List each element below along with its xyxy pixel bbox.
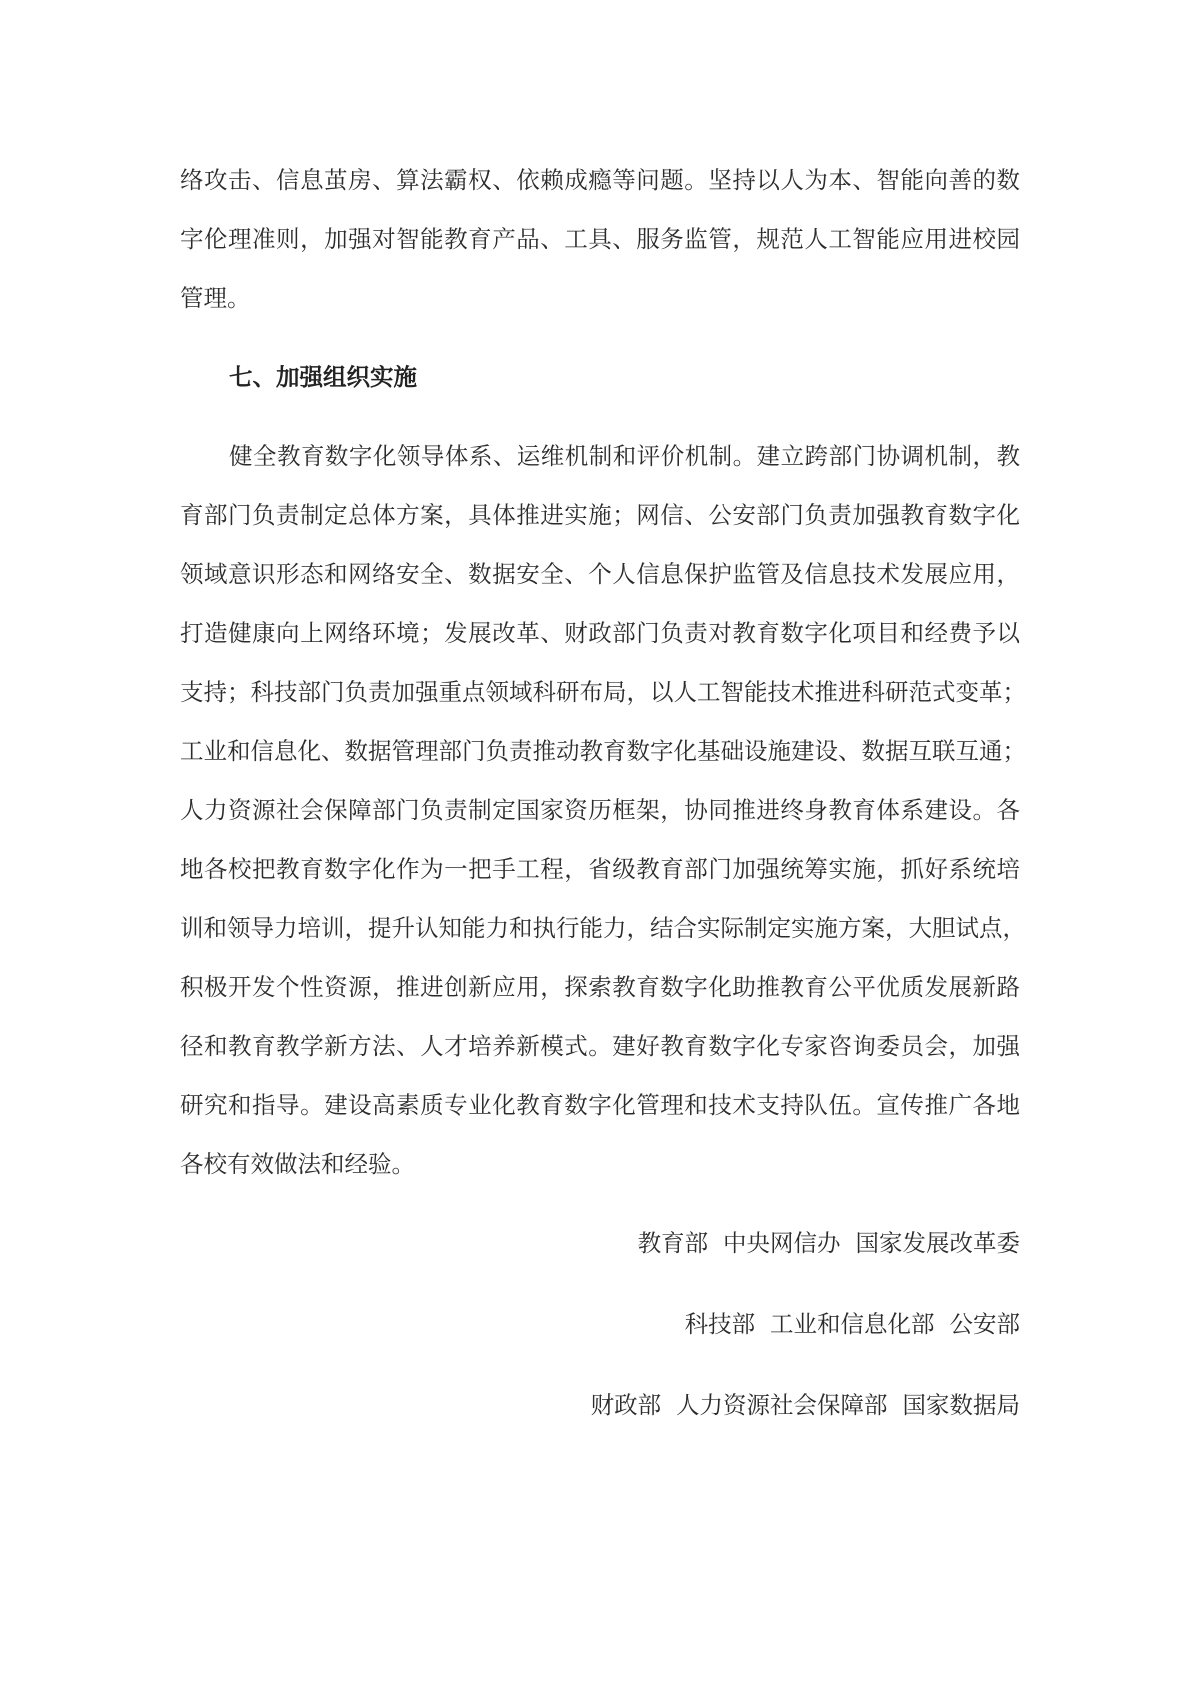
body-text-line: 字伦理准则，加强对智能教育产品、工具、服务监管，规范人工智能应用进校园 <box>180 225 1020 253</box>
signature-line: 教育部 中央网信办 国家发展改革委 <box>637 1229 1020 1257</box>
signature-line: 财政部 人力资源社会保障部 国家数据局 <box>590 1391 1020 1419</box>
section-heading: 七、加强组织实施 <box>229 363 417 391</box>
body-text-line: 积极开发个性资源，推进创新应用，探索教育数字化助推教育公平优质发展新路 <box>180 973 1020 1001</box>
body-text-line: 支持；科技部门负责加强重点领域科研布局，以人工智能技术推进科研范式变革； <box>180 678 1026 706</box>
body-text-line: 领域意识形态和网络安全、数据安全、个人信息保护监管及信息技术发展应用， <box>180 560 1020 588</box>
signature-line: 科技部 工业和信息化部 公安部 <box>684 1310 1020 1338</box>
body-text-line: 研究和指导。建设高素质专业化教育数字化管理和技术支持队伍。宣传推广各地 <box>180 1091 1020 1119</box>
body-text-line: 人力资源社会保障部门负责制定国家资历框架，协同推进终身教育体系建设。各 <box>180 796 1020 824</box>
body-text-line: 地各校把教育数字化作为一把手工程，省级教育部门加强统筹实施，抓好系统培 <box>180 855 1020 883</box>
body-text-line: 育部门负责制定总体方案，具体推进实施；网信、公安部门负责加强教育数字化 <box>180 501 1020 529</box>
body-text-line: 各校有效做法和经验。 <box>180 1150 415 1178</box>
body-text-line: 健全教育数字化领导体系、运维机制和评价机制。建立跨部门协调机制，教 <box>229 442 1020 470</box>
body-text-line: 络攻击、信息茧房、算法霸权、依赖成瘾等问题。坚持以人为本、智能向善的数 <box>180 166 1020 194</box>
body-text-line: 工业和信息化、数据管理部门负责推动教育数字化基础设施建设、数据互联互通； <box>180 737 1026 765</box>
body-text-line: 管理。 <box>180 284 251 312</box>
body-text-line: 打造健康向上网络环境；发展改革、财政部门负责对教育数字化项目和经费予以 <box>180 619 1020 647</box>
body-text-line: 训和领导力培训，提升认知能力和执行能力，结合实际制定实施方案，大胆试点， <box>180 914 1026 942</box>
body-text-line: 径和教育教学新方法、人才培养新模式。建好教育数字化专家咨询委员会，加强 <box>180 1032 1020 1060</box>
